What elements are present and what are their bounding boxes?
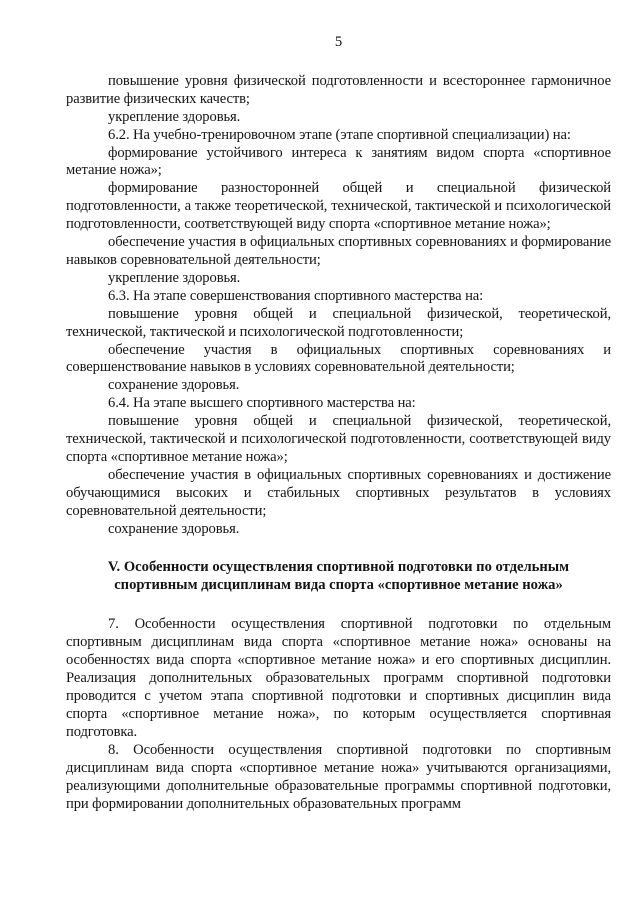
paragraph: 6.4. На этапе высшего спортивного мастерства на: [108, 395, 416, 412]
paragraph: обеспечение участия в официальных спортивных соревнованиях и достижение обучающимися высоких и стабильных спортивных результатов в условиях соревновательной деятельности; [66, 466, 611, 519]
paragraph: повышение уровня общей и специальной физической, теоретической, технической, тактической и психологической подготовленности; [66, 305, 611, 340]
paragraph: повышение уровня физической подготовленности и всестороннее гармоничное развитие физических качеств; [66, 72, 611, 107]
paragraph: 6.2. На учебно-тренировочном этапе (этапе спортивной специализации) на: [108, 126, 571, 143]
paragraph: повышение уровня общей и специальной физической, теоретической, технической, тактической и психологической подготовленности, соответствующей виду спорта «спортивное метание ножа»; [66, 413, 611, 465]
paragraph: 8. Особенности осуществления спортивной подготовки по спортивным дисциплинам вида спорта «спортивное метание ножа» учитываются организациями, реализующими дополнительные образовательные программы спортивной подготовки, при формировании дополнительных образовательных программ [66, 741, 611, 812]
paragraph: сохранение здоровья. [108, 520, 240, 537]
paragraph: формирование устойчивого интереса к занятиям видом спорта «спортивное метание ножа»; [66, 144, 611, 179]
paragraph: сохранение здоровья. [108, 377, 240, 394]
paragraph: 6.3. На этапе совершенствования спортивного мастерства на: [108, 287, 484, 304]
paragraph: обеспечение участия в официальных спортивных соревнованиях и совершенствование навыков в условиях соревновательной деятельности; [66, 341, 611, 376]
paragraph: укрепление здоровья. [108, 269, 241, 286]
paragraph: 7. Особенности осуществления спортивной подготовки по отдельным спортивным дисциплинам вида спорта «спортивное метание ножа» основаны на особенностях вида спорта «спортивное метание ножа» и его спортивных дисциплин. Реализация дополнительных образовательных программ спортивной подготовки проводится с учетом этапа спортивной подготовки и спортивных дисциплин вида спорта «спортивное метание ножа», по которым осуществляется спортивная подготовка. [66, 616, 611, 740]
document-page [66, 34, 611, 813]
paragraph: обеспечение участия в официальных спортивных соревнованиях и формирование навыков соревновательной деятельности; [66, 234, 611, 268]
paragraph: формирование разносторонней общей и специальной физической подготовленности, а также теоретической, технической, тактической и психологической подготовленности, соответствующей виду спорта «спортивное метание ножа»; [66, 180, 611, 233]
paragraph: укрепление здоровья. [108, 108, 241, 125]
section-heading: V. Особенности осуществления спортивной подготовки по отдельным спортивным дисциплинам вида спорта «спортивное метание ножа» [107, 559, 570, 594]
page-number: 5 [334, 34, 343, 50]
